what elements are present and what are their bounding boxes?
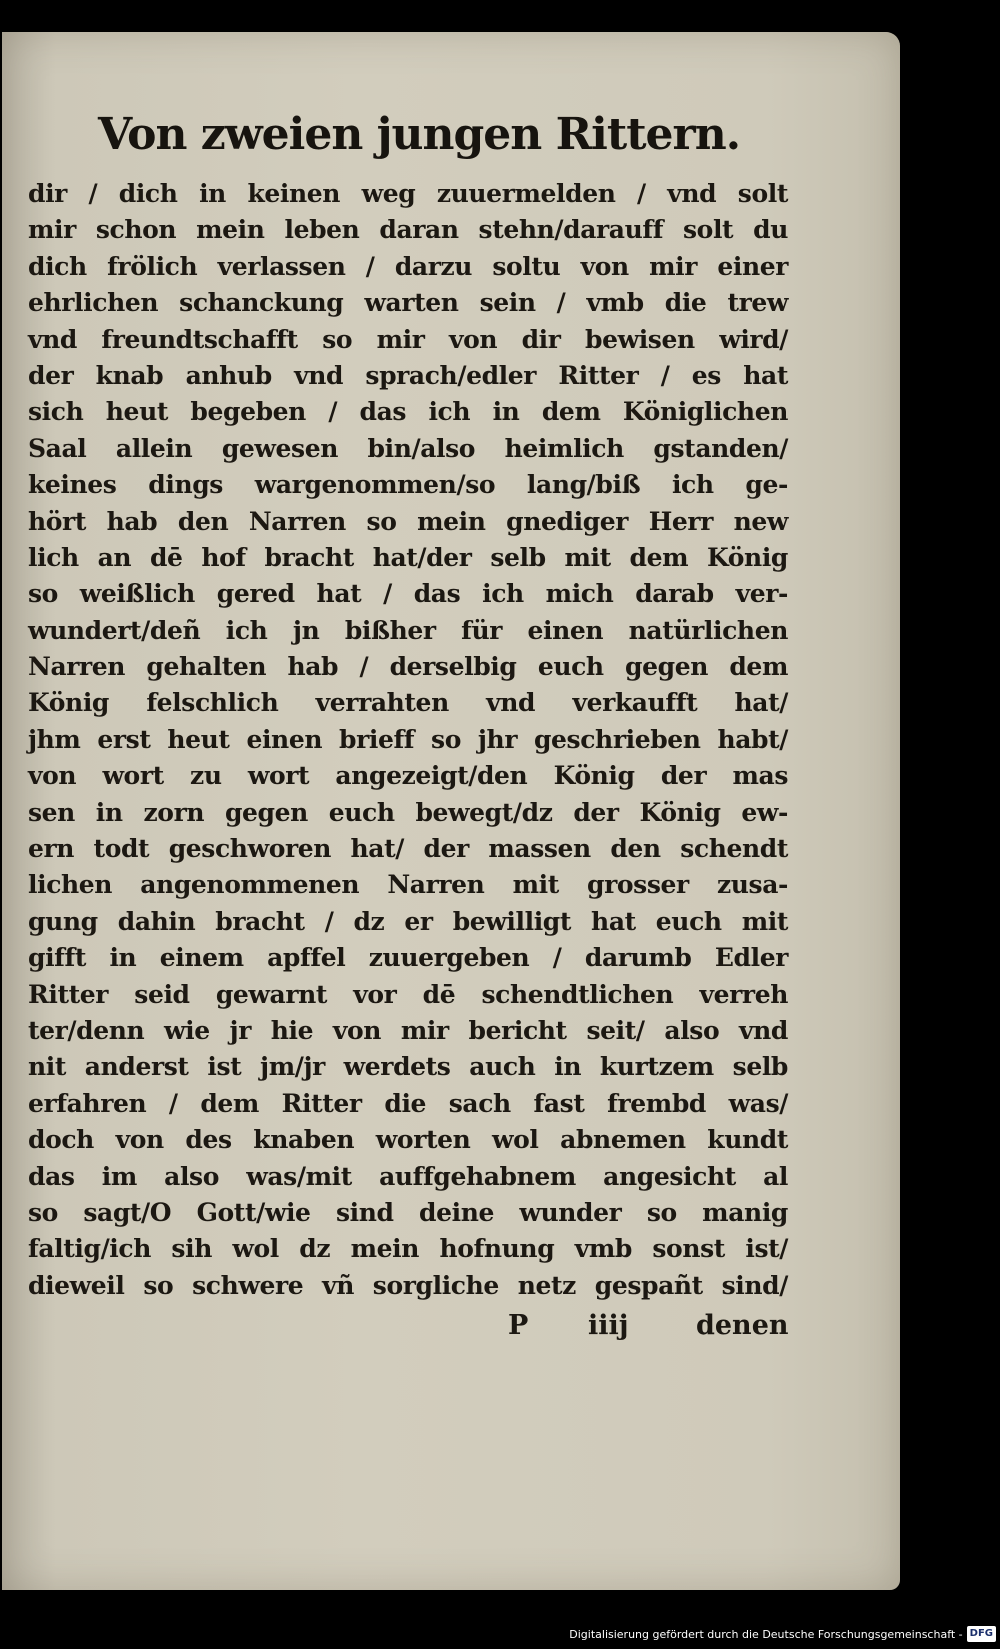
footer-credit (569, 1625, 996, 1643)
signature-row (28, 1306, 788, 1346)
text-line-11: lich an dē hof bracht hat/der selb mit dem König (28, 542, 788, 572)
text-line-12: so weißlich gered hat / das ich mich darab ver- (28, 579, 788, 609)
text-line-3: dich frölich verlassen / darzu soltu von mir einer (28, 251, 788, 281)
text-line-2: mir schon mein leben daran stehn/darauff solt du (28, 215, 788, 245)
text-line-27: doch von des knaben worten wol abnemen kundt (28, 1125, 788, 1155)
text-line-25: nit anderst ist jm/jr werdets auch in kurtzem selb (28, 1052, 788, 1082)
text-line-4: ehrlichen schanckung warten sein / vmb die trew (28, 288, 788, 318)
text-line-17: von wort zu wort angezeigt/den König der mas (28, 761, 788, 791)
text-line-18: sen in zorn gegen euch bewegt/dz der König ew- (28, 797, 788, 827)
text-line-21: gung dahin bracht / dz er bewilligt hat euch mit (28, 906, 788, 936)
book-page (2, 32, 900, 1590)
text-line-10: hört hab den Narren so mein gnediger Herr new (28, 506, 788, 536)
text-line-14: Narren gehalten hab / derselbig euch gegen dem (28, 652, 788, 682)
text-line-15: König felschlich verrahten vnd verkaufft hat/ (28, 688, 788, 718)
text-line-7: sich heut begeben / das ich in dem Königlichen (28, 397, 788, 427)
signature-mark: P (508, 1310, 530, 1342)
text-line-8: Saal allein gewesen bin/also heimlich gstanden/ (28, 433, 788, 463)
signature-number: iiij (588, 1310, 629, 1342)
text-line-26: erfahren / dem Ritter die sach fast frembd was/ (28, 1088, 788, 1118)
text-line-30: faltig/ich sih wol dz mein hofnung vmb sonst ist/ (28, 1234, 788, 1264)
text-line-31: dieweil so schwere vñ sorgliche netz gespañt sind/ (28, 1270, 788, 1300)
text-line-23: Ritter seid gewarnt vor dē schendtlichen verreh (28, 979, 788, 1009)
text-line-1: dir / dich in keinen weg zuuermelden / vnd solt (28, 179, 788, 208)
catchword: denen (696, 1310, 789, 1342)
text-line-13: wundert/deñ ich jn bißher für einen natürlichen (28, 615, 788, 645)
text-line-5: vnd freundtschafft so mir von dir bewisen wird/ (28, 324, 788, 354)
text-line-9: keines dings wargenommen/so lang/biß ich ge- (28, 470, 788, 500)
text-line-29: so sagt/O Gott/wie sind deine wunder so manig (28, 1197, 788, 1227)
text-line-24: ter/denn wie jr hie von mir bericht seit/ also vnd (28, 1015, 788, 1045)
page-content (28, 102, 788, 1346)
footer-credit-text: Digitalisierung gefördert durch die Deutsche Forschungsgemeinschaft - (569, 1627, 963, 1641)
text-line-19: ern todt geschworen hat/ der massen den schendt (28, 834, 788, 864)
text-line-28: das im also was/mit auffgehabnem angesicht al (28, 1161, 788, 1191)
text-line-16: jhm erst heut einen brieff so jhr geschrieben habt/ (28, 724, 788, 754)
text-line-22: gifft in einem apffel zuuergeben / darumb Edler (28, 943, 788, 973)
text-line-20: lichen angenommenen Narren mit grosser zusa- (28, 870, 788, 900)
text-line-6: der knab anhub vnd sprach/edler Ritter / es hat (28, 360, 788, 390)
dfg-logo: DFG (967, 1626, 996, 1642)
running-title: Von zweien jungen Rittern. (98, 109, 741, 160)
text-block (28, 176, 788, 1304)
